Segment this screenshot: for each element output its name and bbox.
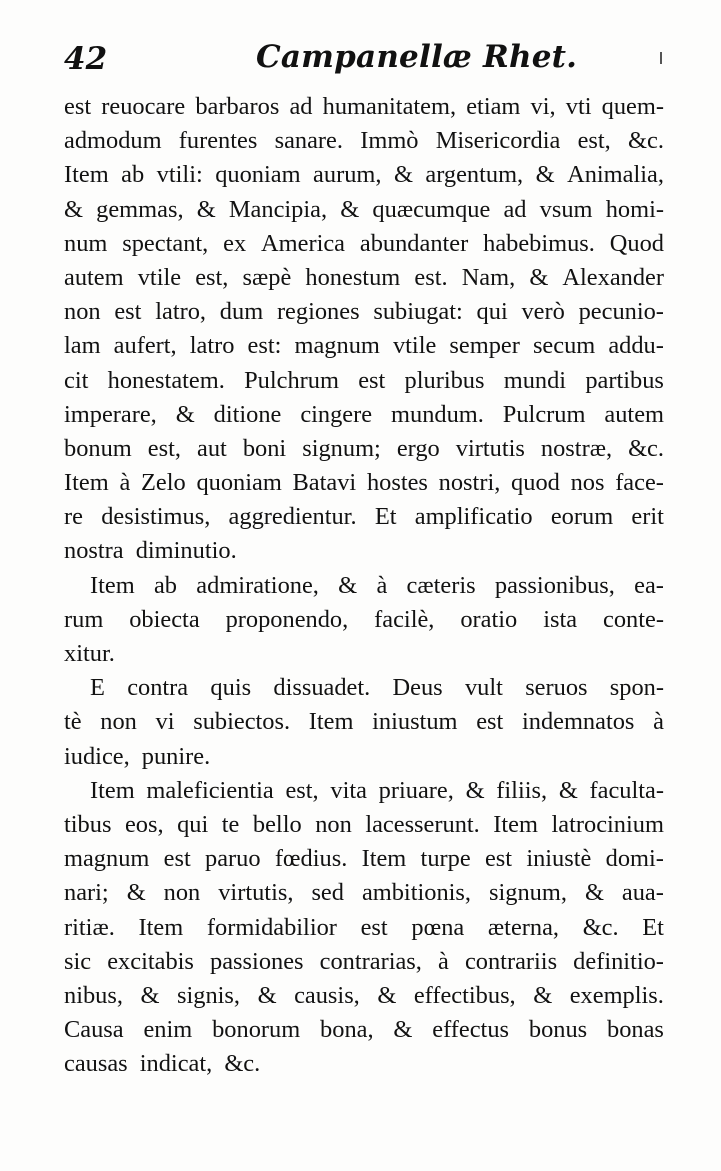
- paragraph: [64, 569, 664, 672]
- text-line: imperare, & ditione cingere mundum. Pulcrum autem: [64, 400, 664, 428]
- text-line: bonum est, aut boni signum; ergo virtutis nostræ, &c.: [64, 434, 664, 462]
- text-line: Item ab vtili: quoniam aurum, & argentum, & Animalia,: [64, 161, 664, 189]
- text-line: ritiæ. Item formidabilior est pœna æterna, &c. Et: [64, 913, 664, 941]
- text-line: Causa enim bonorum bona, & effectus bonus bonas: [64, 1016, 664, 1044]
- text-line: re desistimus, aggredientur. Et amplificatio eorum erit: [64, 503, 664, 531]
- text-line: xitur.: [64, 640, 115, 667]
- text-line: est reuocare barbaros ad humanitatem, etiam vi, vti quem-: [64, 93, 664, 120]
- text-line: Item à Zelo quoniam Batavi hostes nostri, quod nos face-: [64, 469, 664, 497]
- text-line: nibus, & signis, & causis, & effectibus, & exemplis.: [64, 981, 664, 1009]
- text-line: nostra diminutio.: [64, 537, 237, 565]
- text-line: cit honestatem. Pulchrum est pluribus mundi partibus: [64, 366, 664, 394]
- paragraph: [64, 774, 664, 1082]
- text-line: tibus eos, qui te bello non lacesserunt. Item latrocinium: [64, 810, 664, 838]
- paragraph: [64, 671, 664, 774]
- page-edge-mark: [660, 52, 662, 64]
- text-line: non est latro, dum regiones subiugat: qui verò pecunio-: [64, 298, 664, 326]
- running-title: Campanellæ Rhet.: [256, 39, 578, 75]
- text-line: Item maleficientia est, vita priuare, & filiis, & faculta-: [90, 776, 664, 804]
- text-line: E contra quis dissuadet. Deus vult seruos spon-: [90, 674, 664, 702]
- text-line: admodum furentes sanare. Immò Misericordia est, &c.: [64, 127, 664, 155]
- text-line: autem vtile est, sæpè honestum est. Nam, & Alexander: [64, 263, 664, 291]
- body-text: [64, 90, 664, 1081]
- text-line: tè non vi subiectos. Item iniustum est indemnatos à: [64, 708, 664, 736]
- paragraph: [64, 90, 664, 569]
- page-number: 42: [64, 41, 108, 77]
- text-line: & gemmas, & Mancipia, & quæcumque ad vsum homi-: [64, 195, 664, 223]
- text-line: nari; & non virtutis, sed ambitionis, signum, & aua-: [64, 879, 664, 907]
- text-line: lam aufert, latro est: magnum vtile semper secum addu-: [64, 332, 664, 360]
- text-line: iudice, punire.: [64, 742, 211, 770]
- text-line: num spectant, ex America abundanter habebimus. Quod: [64, 229, 664, 257]
- text-line: sic excitabis passiones contrarias, à contrariis definitio-: [64, 947, 664, 975]
- text-line: Item ab admiratione, & à cæteris passionibus, ea-: [90, 571, 664, 599]
- text-line: causas indicat, &c.: [64, 1050, 261, 1078]
- text-line: rum obiecta proponendo, facilè, oratio ista conte-: [64, 605, 664, 633]
- text-line: magnum est paruo fœdius. Item turpe est iniustè domi-: [64, 845, 664, 873]
